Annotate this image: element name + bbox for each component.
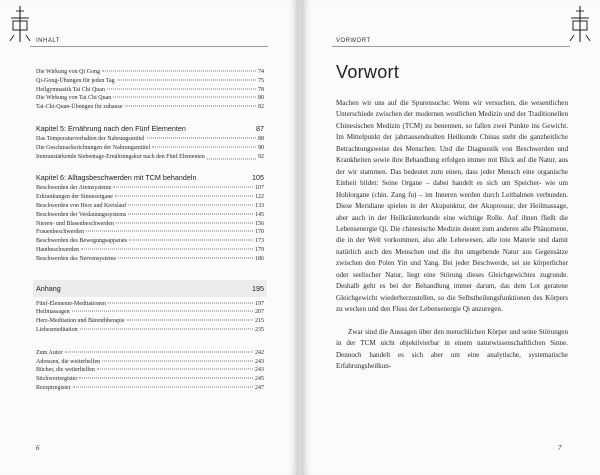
toc-entry[interactable] xyxy=(36,103,264,112)
right-page xyxy=(302,0,600,475)
leader-dots xyxy=(127,320,253,321)
toc-entry-title: Erkrankungen der Sinnesorgane xyxy=(36,194,113,201)
toc-entry[interactable] xyxy=(36,153,264,162)
leader-dots xyxy=(117,79,256,80)
leader-dots xyxy=(128,204,253,205)
chapter-title: Kapitel 5: Ernährung nach den Fünf Elementen xyxy=(36,123,186,133)
chapter-page: 105 xyxy=(252,173,264,183)
toc-entry-title: Bücher, die weiterhelfen xyxy=(36,367,95,374)
toc-group-appendix xyxy=(36,349,264,393)
leader-dots xyxy=(86,231,253,232)
left-page xyxy=(0,0,298,475)
chapter-6-heading[interactable] xyxy=(36,173,264,182)
leader-dots xyxy=(80,328,253,329)
leader-dots xyxy=(207,159,256,160)
toc-entry-page: 78 xyxy=(258,86,264,93)
toc-entry[interactable] xyxy=(36,220,264,229)
toc-entry-title: Zum Autor xyxy=(36,349,63,356)
leader-dots xyxy=(147,137,256,138)
toc-entry-page: 156 xyxy=(255,220,264,227)
page-title: Vorwort xyxy=(336,62,400,82)
toc-entry-page: 133 xyxy=(255,202,264,209)
leader-dots xyxy=(118,257,253,258)
toc-entry-title: Die Geschmacksrichtungen der Nahrungsmittel xyxy=(36,144,151,151)
toc-entry[interactable] xyxy=(36,375,264,384)
chinese-seal-glyph-icon xyxy=(568,4,592,44)
toc-entry-title: Heilmassagen xyxy=(36,309,70,316)
toc-entry[interactable] xyxy=(36,317,264,326)
toc-entry-title: Stichwortregister xyxy=(36,376,78,383)
leader-dots xyxy=(115,196,253,197)
leader-dots xyxy=(125,106,256,107)
toc-entry[interactable] xyxy=(36,255,264,264)
toc-entry-title: Beschwerden der Verdauungssystems xyxy=(36,211,127,218)
leader-dots xyxy=(113,97,256,98)
header-rule xyxy=(30,46,268,47)
toc-entry-page: 90 xyxy=(258,144,264,151)
chapter-title: Kapitel 6: Alltagsbeschwerden mit TCM behandeln xyxy=(36,173,197,183)
table-of-contents xyxy=(36,68,264,393)
toc-entry-title: Rezeptregister xyxy=(36,384,71,391)
toc-entry[interactable] xyxy=(36,94,264,103)
toc-entry[interactable] xyxy=(36,184,264,193)
toc-entry-page: 173 xyxy=(255,238,264,245)
leader-dots xyxy=(107,88,256,89)
leader-dots xyxy=(102,71,256,72)
toc-entry[interactable] xyxy=(36,202,264,211)
toc-entry-page: 242 xyxy=(255,349,264,356)
toc-entry-title: Qi-Gong-Übungen für jeden Tag xyxy=(36,77,115,84)
toc-entry-title: Beschwerden von Herz und Kreislauf xyxy=(36,202,127,209)
toc-entry-page: 80 xyxy=(258,95,264,102)
running-head: VORWORT xyxy=(336,38,371,44)
toc-entry-page: 122 xyxy=(255,194,264,201)
chapter-page: 87 xyxy=(256,123,264,133)
toc-entry-page: 179 xyxy=(255,246,264,253)
toc-entry-title: Die Wirkung von Qi Gong xyxy=(36,69,100,75)
toc-entry[interactable] xyxy=(36,349,264,358)
toc-entry-page: 197 xyxy=(255,300,264,307)
toc-entry-page: 88 xyxy=(258,135,264,142)
toc-entry[interactable] xyxy=(36,300,264,309)
toc-entry[interactable] xyxy=(36,228,264,237)
preface-paragraph: Zwar sind die Aussagen über den menschlichen Körper und seine Störungen in der TCM nicht objektivierbar in einem naturwissenschaftlichen Sinne. Dennoch handelt es sich aber um eine analytische, systematische Erfahrungsheilkun- xyxy=(336,328,568,371)
toc-entry[interactable] xyxy=(36,77,264,86)
toc-entry-page: 170 xyxy=(255,229,264,236)
anhang-heading[interactable] xyxy=(33,280,267,297)
toc-entry-title: Beschwerden der Atemsysteme xyxy=(36,185,112,192)
running-head: INHALT xyxy=(36,38,60,44)
toc-entry-title: Heilgymnastik Tai Chi Quan xyxy=(36,86,105,93)
leader-dots xyxy=(79,378,253,379)
leader-dots xyxy=(129,240,253,241)
toc-entry-title: Herz-Meditation und Bärenthberapie xyxy=(36,318,125,325)
toc-entry-page: 215 xyxy=(255,318,264,325)
chinese-seal-glyph-icon xyxy=(8,4,32,44)
toc-entry[interactable] xyxy=(36,366,264,375)
leader-dots xyxy=(81,248,253,249)
toc-entry-page: 243 xyxy=(255,358,264,365)
preface-paragraph: Machen wir uns auf die Spurensuche: Wenn wir versuchen, die wesentlichen Unterschiede zwischen der modernen westlichen Medizin und der Traditionellen Chinesischen Medizin (TCM) zu benennen, so fallen zwei Punkte ins Gewicht. Im Mittelpunkt der jahrtausendealten Heilkunde Chinas steht die ganzheitliche Betrachtungsweise des Menschen. Und die Diagnostik von Beschwerden und Krankheiten sowie ihre Behandlung erfolgen immer mit Blick auf die Natur, aus der wir stammen. Das bedeutet zum einen, dass jeder Mensch eine organische Einheit bildet: Seine Organe – dabei handelt es sich um Speicher- wie um Hohlorgane (chin. Zang fu) – im Inneren werden durch Leitbahnen verbunden. Diese Meridiane spielen in der Akupunktur, der Akupressur, der Heilmassage, aber auch in der Heilkräuterkunde eine wichtige Rolle. Auf ihnen fließt die Lebensenergie Qi. Die chinesische Medizin deutet zum anderen alle Phänomene, die in der Welt vorkommen, also alle Lebewesen, alle tote Materie und damit natürlich auch den Menschen und die ihn umgebende Natur aus Gegensätze zwischen den Polen Yin und Yang. Bei jeder Beschwerde, sei sie körperlicher oder seelischer Natur, liegt eine Störung dieses Gleichgewichtes zugrunde. Deshalb geht es bei der Behandlung immer darum, das dem Lot geratene Gleichgewicht wiederherzustellen, so die Selbstheilungsfunktionen des Körpers zu wecken und den Fluss der Lebensenergie Qi anzuregen. xyxy=(336,99,568,314)
toc-entry[interactable] xyxy=(36,358,264,367)
toc-entry[interactable] xyxy=(36,86,264,95)
toc-entry-title: Nieren- und Blasenbeschwerden xyxy=(36,220,114,227)
header-rule xyxy=(332,46,570,47)
toc-entry-page: 245 xyxy=(255,376,264,383)
chapter-page: 195 xyxy=(252,283,264,293)
toc-entry-page: 207 xyxy=(255,309,264,316)
toc-entry-page: 74 xyxy=(258,69,264,75)
toc-entry[interactable] xyxy=(36,144,264,153)
toc-entry-page: 82 xyxy=(258,104,264,111)
toc-entry-page: 92 xyxy=(258,153,264,160)
toc-entry[interactable] xyxy=(36,384,264,393)
toc-entry[interactable] xyxy=(36,68,264,77)
toc-entry-title: Das Temperaturverhalten der Nahrungsmittel xyxy=(36,135,145,142)
leader-dots xyxy=(113,187,253,188)
toc-group-top xyxy=(36,68,264,112)
page-number: 7 xyxy=(558,444,562,452)
toc-entry-title: Beschwerden des Bewegungsapparats xyxy=(36,238,128,245)
leader-dots xyxy=(97,369,253,370)
toc-entry-page: 145 xyxy=(255,211,264,218)
toc-entry[interactable] xyxy=(36,237,264,246)
leader-dots xyxy=(72,311,253,312)
leader-dots xyxy=(102,360,253,361)
toc-entry-title: Tai-Chi-Quan-Übungen für zuhause xyxy=(36,104,123,111)
leader-dots xyxy=(152,146,256,147)
leader-dots xyxy=(73,386,253,387)
toc-entry-title: Hautbeschwerden xyxy=(36,246,79,253)
toc-entry-page: 75 xyxy=(258,77,264,84)
toc-entry-page: 107 xyxy=(255,185,264,192)
leader-dots xyxy=(65,351,254,352)
chapter-title: Anhang xyxy=(36,283,61,293)
toc-entry-title: Fünf-Elemente-Meditationen xyxy=(36,300,106,307)
toc-entry-page: 247 xyxy=(255,384,264,391)
toc-entry[interactable] xyxy=(36,135,264,144)
toc-entry-page: 243 xyxy=(255,367,264,374)
chapter-5-heading[interactable] xyxy=(36,124,264,133)
leader-dots xyxy=(108,302,253,303)
leader-dots xyxy=(116,222,253,223)
toc-entry[interactable] xyxy=(36,246,264,255)
page-number: 6 xyxy=(36,444,40,452)
leader-dots xyxy=(128,213,253,214)
toc-entry-title: Beschwerden des Nervensystems xyxy=(36,255,116,262)
toc-entry-title: Die Wirkung von Tai Chi Quan xyxy=(36,95,112,102)
toc-entry[interactable] xyxy=(36,211,264,220)
toc-entry-title: Immunstärkende Siebentage-Ernährungskur nach den Fünf Elementen xyxy=(36,153,205,160)
toc-entry-page: 186 xyxy=(255,255,264,262)
toc-entry-title: Adressen, die weiterhelfen xyxy=(36,358,101,365)
toc-entry-title: Frauenbeschwerden xyxy=(36,229,84,236)
toc-entry-page: 235 xyxy=(255,326,264,333)
toc-entry[interactable] xyxy=(36,193,264,202)
toc-entry-title: Liebesmeditation xyxy=(36,326,78,333)
toc-entry[interactable] xyxy=(36,308,264,317)
toc-entry[interactable] xyxy=(36,326,264,335)
